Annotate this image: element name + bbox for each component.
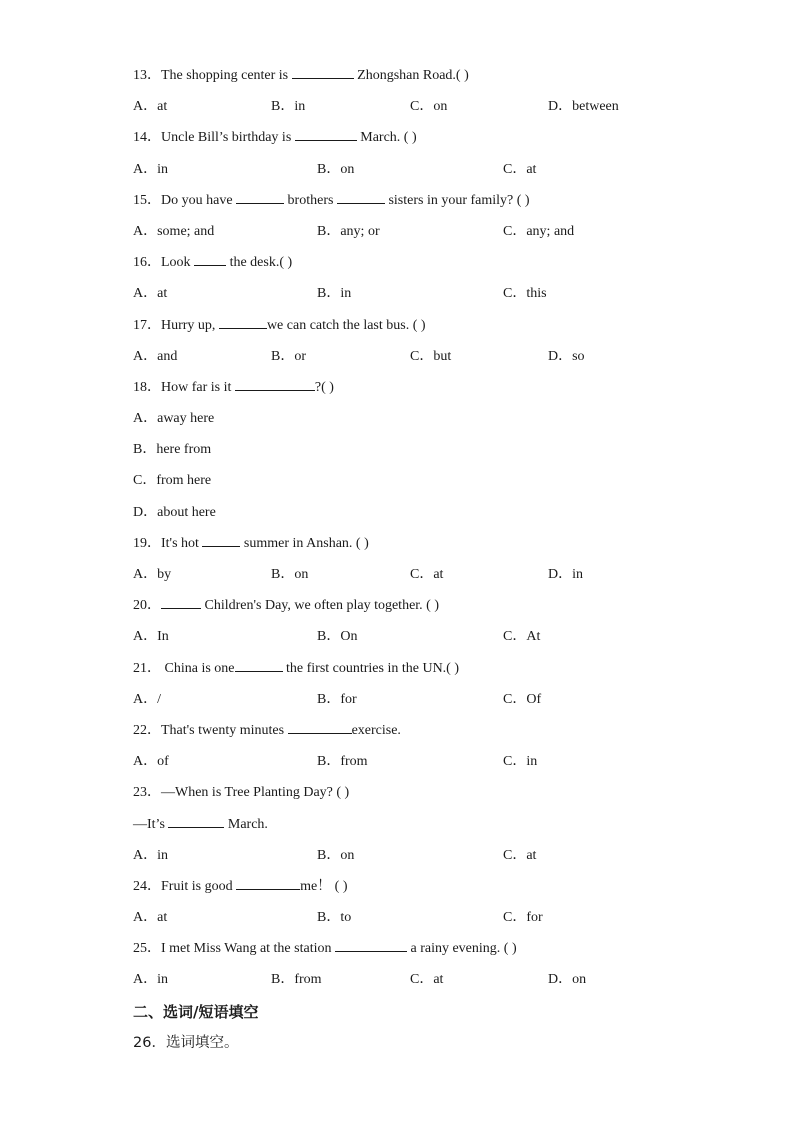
- question-stem: 26．选词填空。: [133, 1034, 239, 1051]
- question-text: 23．—When is Tree Planting Day? ( ): [133, 785, 350, 801]
- question-text: summer in Anshan. ( ): [240, 535, 369, 551]
- question-text: the desk.( ): [226, 255, 293, 271]
- option-label: B．here from: [133, 442, 212, 458]
- option-choice[interactable]: B．in: [317, 286, 352, 302]
- option-choice[interactable]: C．any; and: [503, 223, 575, 239]
- option-choice[interactable]: D．between: [548, 99, 619, 115]
- options-row: [133, 842, 733, 873]
- answer-blank[interactable]: [235, 376, 315, 391]
- question-stem: [133, 592, 733, 623]
- question-text: exercise.: [351, 722, 401, 738]
- options-row: [133, 156, 733, 187]
- option-choice[interactable]: D．in: [548, 567, 583, 582]
- option-choice[interactable]: C．this: [503, 286, 547, 302]
- option-choice[interactable]: D．on: [548, 972, 587, 988]
- answer-blank[interactable]: [219, 314, 267, 329]
- option-choice[interactable]: B．any; or: [317, 223, 380, 239]
- question-text: 16．Look: [133, 255, 195, 271]
- option-choice[interactable]: A．some; and: [133, 223, 215, 239]
- question-text: 25．I met Miss Wang at the station: [133, 941, 335, 957]
- option-choice[interactable]: B．from: [271, 972, 322, 988]
- options-row: [133, 966, 733, 997]
- question-stem: [133, 717, 733, 748]
- question-stem: [133, 249, 733, 280]
- option-choice[interactable]: B．to: [317, 910, 352, 926]
- question-stem: [133, 530, 733, 561]
- option-choice[interactable]: [133, 467, 733, 498]
- option-choice[interactable]: B．in: [271, 99, 306, 115]
- options-row: [133, 343, 733, 374]
- question-text: 21． China is one: [133, 660, 235, 676]
- option-choice[interactable]: C．at: [410, 972, 444, 988]
- question-stem: [133, 873, 733, 904]
- option-choice[interactable]: C．Of: [503, 691, 542, 707]
- answer-blank[interactable]: [161, 594, 201, 609]
- question-text: 19．It's hot: [133, 535, 203, 551]
- question-text: ?( ): [314, 379, 334, 395]
- option-choice[interactable]: D．so: [548, 348, 585, 364]
- question-stem: [133, 779, 733, 810]
- option-choice[interactable]: B．On: [317, 629, 358, 645]
- question-stem: [133, 187, 733, 218]
- question-text: we can catch the last bus. ( ): [266, 317, 426, 333]
- question-text: March.: [224, 816, 268, 832]
- option-choice[interactable]: B．on: [317, 847, 355, 863]
- question-stem: [133, 312, 733, 343]
- option-choice[interactable]: C．at: [410, 567, 444, 582]
- option-choice[interactable]: [133, 499, 733, 530]
- question-text: 24．Fruit is good: [133, 878, 237, 894]
- option-choice[interactable]: B．on: [271, 567, 309, 582]
- options-row: [133, 623, 733, 654]
- question-text: 13．The shopping center is: [133, 68, 292, 83]
- option-choice[interactable]: A．in: [133, 972, 168, 988]
- option-label: C．from here: [133, 473, 212, 489]
- options-row: [133, 280, 733, 311]
- question-stem: [133, 374, 733, 405]
- question-text: March. ( ): [356, 130, 417, 146]
- answer-blank[interactable]: [235, 657, 283, 672]
- option-choice[interactable]: [133, 436, 733, 467]
- question-stem: [133, 655, 733, 686]
- answer-blank[interactable]: [337, 189, 385, 204]
- option-choice[interactable]: A．in: [133, 847, 168, 863]
- question-text: the first countries in the UN.( ): [282, 660, 460, 676]
- option-choice[interactable]: C．in: [503, 754, 538, 770]
- answer-blank[interactable]: [236, 189, 284, 204]
- answer-blank[interactable]: [236, 875, 300, 890]
- option-choice[interactable]: A．/: [133, 691, 161, 707]
- answer-blank[interactable]: [288, 719, 352, 734]
- option-choice[interactable]: B．for: [317, 691, 357, 707]
- option-choice[interactable]: C．At: [503, 629, 541, 645]
- option-choice[interactable]: A．in: [133, 161, 168, 177]
- answer-blank[interactable]: [194, 251, 226, 266]
- question-text: 20．: [133, 598, 161, 614]
- option-choice[interactable]: A．In: [133, 629, 169, 645]
- option-choice[interactable]: A．of: [133, 754, 169, 770]
- question-text: 15．Do you have: [133, 192, 237, 208]
- worksheet-page: [133, 62, 733, 1060]
- question-stem: [133, 124, 733, 155]
- question-text: brothers: [284, 192, 337, 208]
- option-choice[interactable]: A．at: [133, 910, 168, 926]
- question-text: Zhongshan Road.( ): [353, 68, 469, 83]
- answer-blank[interactable]: [202, 532, 240, 547]
- question-text: a rainy evening. ( ): [406, 941, 517, 957]
- answer-blank[interactable]: [335, 937, 407, 952]
- question-stem: [133, 62, 733, 93]
- answer-blank[interactable]: [292, 64, 354, 79]
- option-choice[interactable]: A．at: [133, 286, 168, 302]
- options-row: [133, 93, 733, 124]
- option-choice[interactable]: B．on: [317, 161, 355, 177]
- options-row: [133, 904, 733, 935]
- option-choice[interactable]: C．on: [410, 99, 448, 115]
- section-heading: 二、选词/短语填空: [133, 1002, 259, 1021]
- option-choice[interactable]: A．by: [133, 567, 172, 582]
- question-text: sisters in your family? ( ): [384, 192, 530, 208]
- option-choice[interactable]: A．and: [133, 348, 178, 364]
- options-row: [133, 748, 733, 779]
- answer-blank[interactable]: [168, 813, 224, 828]
- question-text: Children's Day, we often play together. ( ): [201, 598, 439, 614]
- options-row: [133, 218, 733, 249]
- option-label: D．about here: [133, 504, 216, 520]
- option-choice[interactable]: [133, 405, 733, 436]
- option-choice[interactable]: C．for: [503, 910, 543, 926]
- answer-line: [133, 811, 733, 842]
- option-choice[interactable]: B．or: [271, 348, 306, 364]
- answer-blank[interactable]: [295, 126, 357, 141]
- question-text: 18．How far is it: [133, 379, 235, 395]
- option-choice[interactable]: C．at: [503, 161, 537, 177]
- question-text: —It’s: [133, 816, 169, 832]
- option-label: A．away here: [133, 411, 215, 427]
- question-text: 14．Uncle Bill’s birthday is: [133, 130, 295, 146]
- question-stem: [133, 935, 733, 966]
- option-choice[interactable]: B．from: [317, 754, 368, 770]
- option-choice[interactable]: C．at: [503, 847, 537, 863]
- option-choice[interactable]: C．but: [410, 348, 452, 364]
- question-text: 17．Hurry up,: [133, 317, 219, 333]
- option-choice[interactable]: A．at: [133, 99, 168, 115]
- question-text: 22．That's twenty minutes: [133, 722, 288, 738]
- options-row: [133, 686, 733, 717]
- question-text: me！ ( ): [300, 878, 348, 894]
- options-row: [133, 561, 733, 592]
